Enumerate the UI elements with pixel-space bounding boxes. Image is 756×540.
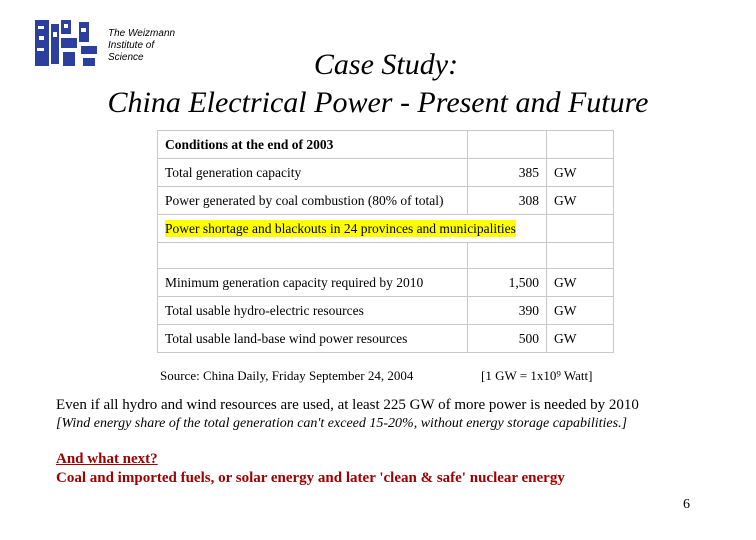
table-row bbox=[158, 159, 614, 187]
institute-line-3: Science bbox=[108, 52, 144, 63]
row-value: 1,500 bbox=[468, 269, 547, 297]
what-next-heading: And what next? bbox=[56, 451, 158, 467]
row-value: 385 bbox=[468, 159, 547, 187]
row-unit: GW bbox=[547, 159, 614, 187]
summary-text: Even if all hydro and wind resources are used, at least 225 GW of more power is needed by 2010 bbox=[56, 397, 639, 413]
row-label: Total usable land-base wind power resources bbox=[158, 325, 468, 353]
row-label: Total generation capacity bbox=[158, 159, 468, 187]
row-unit: GW bbox=[547, 269, 614, 297]
row-value: 390 bbox=[468, 297, 547, 325]
table-heading: Conditions at the end of 2003 bbox=[158, 131, 468, 159]
table-row bbox=[158, 297, 614, 325]
conditions-table bbox=[157, 130, 614, 353]
highlight-text: Power shortage and blackouts in 24 provinces and municipalities bbox=[165, 220, 516, 236]
slide-title-line-1: Case Study: bbox=[313, 48, 459, 81]
source-caption: Source: China Daily, Friday September 24, 2004 bbox=[160, 368, 414, 383]
row-value: 308 bbox=[468, 187, 547, 215]
institute-line-1: The Weizmann bbox=[108, 28, 176, 39]
row-value: 500 bbox=[468, 325, 547, 353]
table-heading-row bbox=[158, 131, 614, 159]
row-unit: GW bbox=[547, 325, 614, 353]
wind-share-note: [Wind energy share of the total generation can't exceed 15-20%, without energy storage capabilities.] bbox=[56, 416, 628, 431]
row-unit: GW bbox=[547, 187, 614, 215]
row-label: Power generated by coal combustion (80% of total) bbox=[158, 187, 468, 215]
unit-note: [1 GW = 1x10⁹ Watt] bbox=[481, 368, 593, 383]
row-label: Total usable hydro-electric resources bbox=[158, 297, 468, 325]
row-label: Minimum generation capacity required by 2010 bbox=[158, 269, 468, 297]
blank-row bbox=[158, 243, 614, 269]
slide-title-line-2: China Electrical Power - Present and Future bbox=[107, 86, 649, 119]
row-unit: GW bbox=[547, 297, 614, 325]
page-number: 6 bbox=[683, 497, 690, 512]
table-row bbox=[158, 187, 614, 215]
table-row bbox=[158, 269, 614, 297]
institute-line-2: Institute of bbox=[108, 40, 155, 51]
table-row bbox=[158, 325, 614, 353]
energy-options-text: Coal and imported fuels, or solar energy and later 'clean & safe' nuclear energy bbox=[56, 470, 565, 486]
highlight-row bbox=[158, 215, 614, 243]
